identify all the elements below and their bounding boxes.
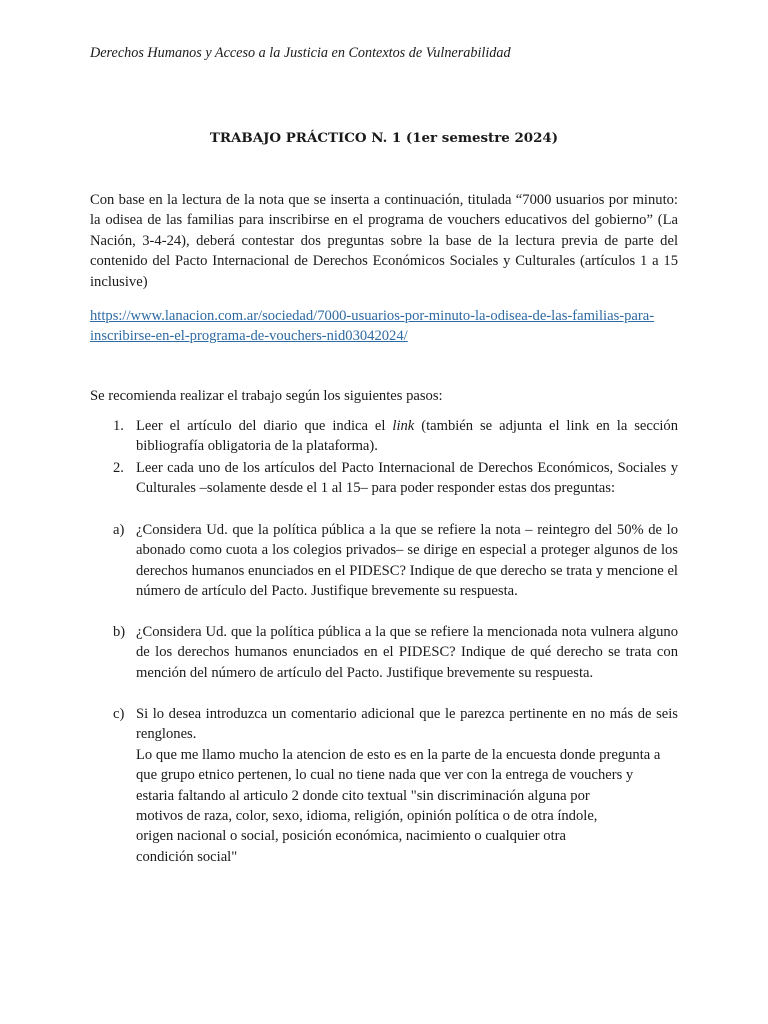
step-item-1 <box>90 416 678 457</box>
comment-line: que grupo etnico pertenen, lo cual no tiene nada que ver con la entrega de vouchers y <box>136 767 634 784</box>
step-text: Leer cada uno de los artículos del Pacto Internacional de Derechos Económicos, Sociales y Culturales –solamente desde el 1 al 15– para poder responder estas dos preguntas: <box>136 460 678 497</box>
step-text-after: (también se adjunta el link en la sección bibliografía obligatoria de la plataforma). <box>136 418 678 455</box>
question-text: ¿Considera Ud. que la política pública a la que se refiere la mencionada nota vulnera alguno de los derechos humanos enunciados en el PIDESC? Indique de qué derecho se trata con mención del número de artículo del Pacto. Justifique brevemente su respuesta. <box>136 624 678 681</box>
comment-line: motivos de raza, color, sexo, idioma, religión, opinión política o de otra índole, <box>136 808 598 825</box>
question-text: ¿Considera Ud. que la política pública a la que se refiere la nota – reintegro del 50% de lo abonado como cuota a los colegios privados– se dirige en especial a proteger algunos de los derechos humanos enunciados en el PIDESC? Indique de que derecho se trata y mencione el número de artículo del Pacto. Justifique brevemente su respuesta. <box>136 522 678 600</box>
question-text: Si lo desea introduzca un comentario adicional que le parezca pertinente en no más de seis renglones. <box>136 706 678 743</box>
question-c <box>90 704 678 867</box>
step-text <box>136 416 678 457</box>
comment-line: origen nacional o social, posición económica, nacimiento o cualquier otra <box>136 828 566 845</box>
recommendation-text: Se recomienda realizar el trabajo según los siguientes pasos: <box>90 388 443 404</box>
link-word: link <box>392 418 415 434</box>
article-link[interactable] <box>90 306 678 347</box>
comment-line: condición social" <box>136 848 238 865</box>
step-marker: 1. <box>113 418 124 434</box>
step-text-before: Leer el artículo del diario que indica el <box>136 418 393 434</box>
question-marker: c) <box>113 706 125 722</box>
question-a <box>90 520 678 602</box>
question-marker: a) <box>113 522 125 538</box>
question-marker: b) <box>113 624 126 640</box>
document-title: TRABAJO PRÁCTICO N. 1 (1er semestre 2024) <box>209 130 559 146</box>
step-marker: 2. <box>113 460 124 476</box>
step-item-2 <box>90 458 678 499</box>
intro-paragraph: Con base en la lectura de la nota que se inserta a continuación, titulada “7000 usuarios por minuto: la odisea de las familias para inscribirse en el programa de vouchers educativos del gobierno” (La Nación, 3-4-24), deberá contestar dos preguntas sobre la base de la lectura previa de parte del contenido del Pacto Internacional de Derechos Económicos Sociales y Culturales (artículos 1 a 15 inclusive) <box>90 192 678 290</box>
question-b <box>90 622 678 683</box>
comment-line: Lo que me llamo mucho la atencion de esto es en la parte de la encuesta donde pregunta a <box>136 746 661 763</box>
comment-line: estaria faltando al articulo 2 donde cito textual "sin discriminación alguna por <box>136 787 590 804</box>
course-header: Derechos Humanos y Acceso a la Justicia en Contextos de Vulnerabilidad <box>90 45 511 61</box>
article-link-line-1[interactable]: https://www.lanacion.com.ar/sociedad/7000-usuarios-por-minuto-la-odisea-de-las-familias-para- <box>90 308 655 324</box>
student-comment <box>136 745 678 867</box>
article-link-line-2[interactable]: inscribirse-en-el-programa-de-vouchers-nid03042024/ <box>90 328 408 345</box>
